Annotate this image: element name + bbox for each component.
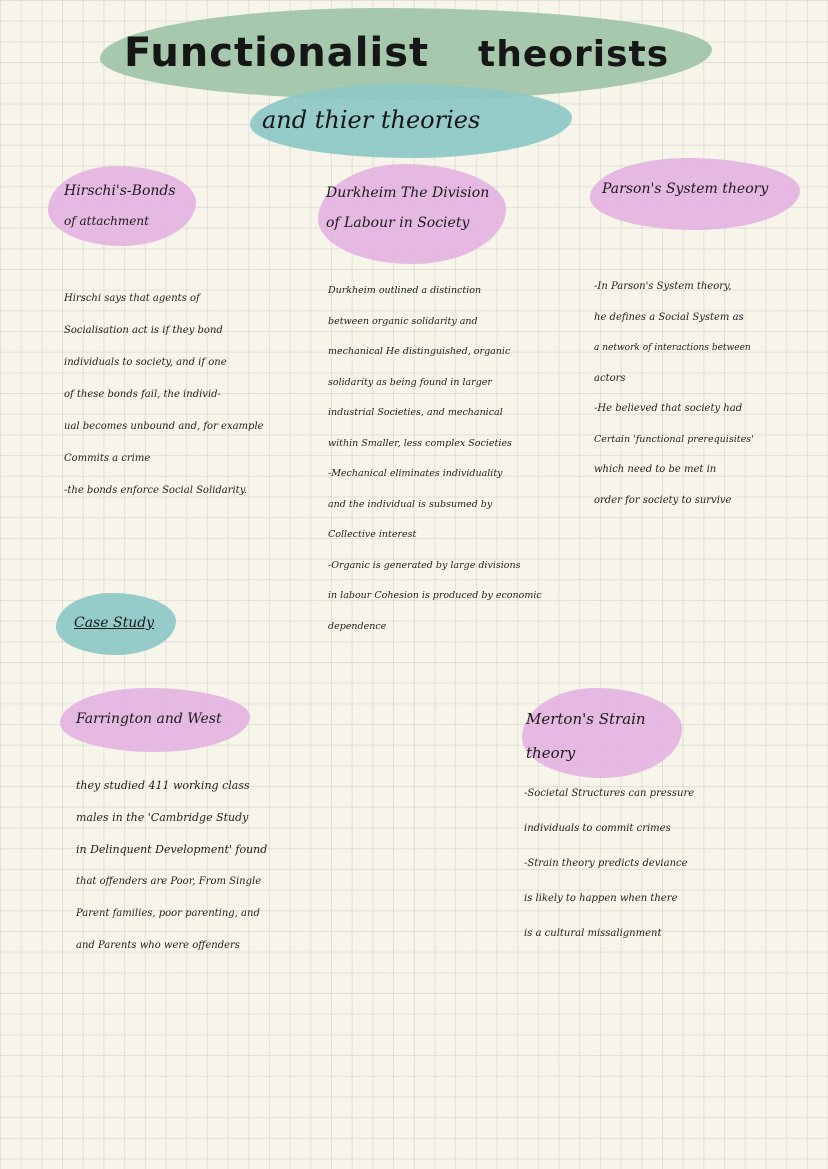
durkheim-line: and the individual is subsumed by: [328, 498, 493, 510]
parsons-line: a network of interactions between: [594, 343, 751, 353]
merton-line: individuals to commit crimes: [524, 823, 671, 834]
durkheim-line: -Organic is generated by large divisions: [328, 559, 521, 571]
page-subtitle: and thier theories: [262, 106, 481, 134]
parsons-line: actors: [594, 372, 626, 384]
farrington-line: and Parents who were offenders: [76, 940, 240, 951]
hirschi-notes: [64, 283, 264, 507]
durkheim-line: solidarity as being found in larger: [328, 376, 492, 388]
case-study-label: Case Study: [74, 615, 155, 631]
farrington-line: males in the 'Cambridge Study: [76, 811, 249, 824]
durkheim-line: in labour Cohesion is produced by economic: [328, 590, 542, 601]
parsons-line: order for society to survive: [594, 494, 732, 506]
farrington-line: in Delinquent Development' found: [76, 843, 268, 856]
hirschi-line: of these bonds fail, the individ-: [64, 389, 221, 400]
farrington-line: Parent families, poor parenting, and: [76, 908, 260, 919]
parsons-line: he defines a Social System as: [594, 311, 744, 323]
durkheim-line: mechanical He distinguished, organic: [328, 346, 511, 357]
farrington-line: that offenders are Poor, From Single: [76, 876, 262, 887]
durkheim-line: dependence: [328, 620, 387, 632]
parsons-notes: [594, 272, 754, 516]
durkheim-notes: [328, 276, 542, 642]
hirschi-line: ual becomes unbound and, for example: [64, 421, 264, 432]
merton-line: is likely to happen when there: [524, 893, 678, 904]
farrington-notes: [76, 770, 267, 962]
hirschi-line: individuals to society, and if one: [64, 357, 227, 368]
durkheim-line: -Mechanical eliminates individuality: [328, 468, 503, 479]
merton-heading: Merton's Strain theory: [526, 710, 646, 762]
page-title-left: Functionalist: [124, 30, 430, 76]
hirschi-line: Socialisation act is if they bond: [64, 325, 223, 336]
durkheim-line: Collective interest: [328, 529, 417, 540]
merton-line: is a cultural missalignment: [524, 928, 662, 939]
durkheim-line: Durkheim outlined a distinction: [328, 285, 482, 296]
parsons-line: -In Parson's System theory,: [594, 281, 732, 292]
parsons-line: Certain 'functional prerequisites': [594, 433, 754, 445]
page-title-right: theorists: [478, 34, 670, 75]
merton-line: -Strain theory predicts deviance: [524, 858, 688, 869]
hirschi-line: -the bonds enforce Social Solidarity.: [64, 485, 248, 496]
parsons-heading: Parson's System theory: [602, 181, 769, 197]
durkheim-line: between organic solidarity and: [328, 315, 478, 327]
hirschi-line: Commits a crime: [64, 453, 151, 464]
parsons-line: which need to be met in: [594, 464, 717, 475]
hirschi-heading: Hirschi's-Bonds of attachment: [64, 183, 176, 228]
durkheim-line: industrial Societies, and mechanical: [328, 407, 503, 418]
parsons-line: -He believed that society had: [594, 403, 743, 414]
merton-notes: [524, 776, 694, 951]
merton-line: -Societal Structures can pressure: [524, 788, 695, 799]
farrington-line: they studied 411 working class: [76, 779, 250, 792]
hirschi-line: Hirschi says that agents of: [64, 293, 200, 304]
durkheim-heading: Durkheim The Division of Labour in Society: [326, 185, 490, 231]
farrington-heading: Farrington and West: [76, 711, 222, 727]
durkheim-line: within Smaller, less complex Societies: [328, 437, 512, 449]
